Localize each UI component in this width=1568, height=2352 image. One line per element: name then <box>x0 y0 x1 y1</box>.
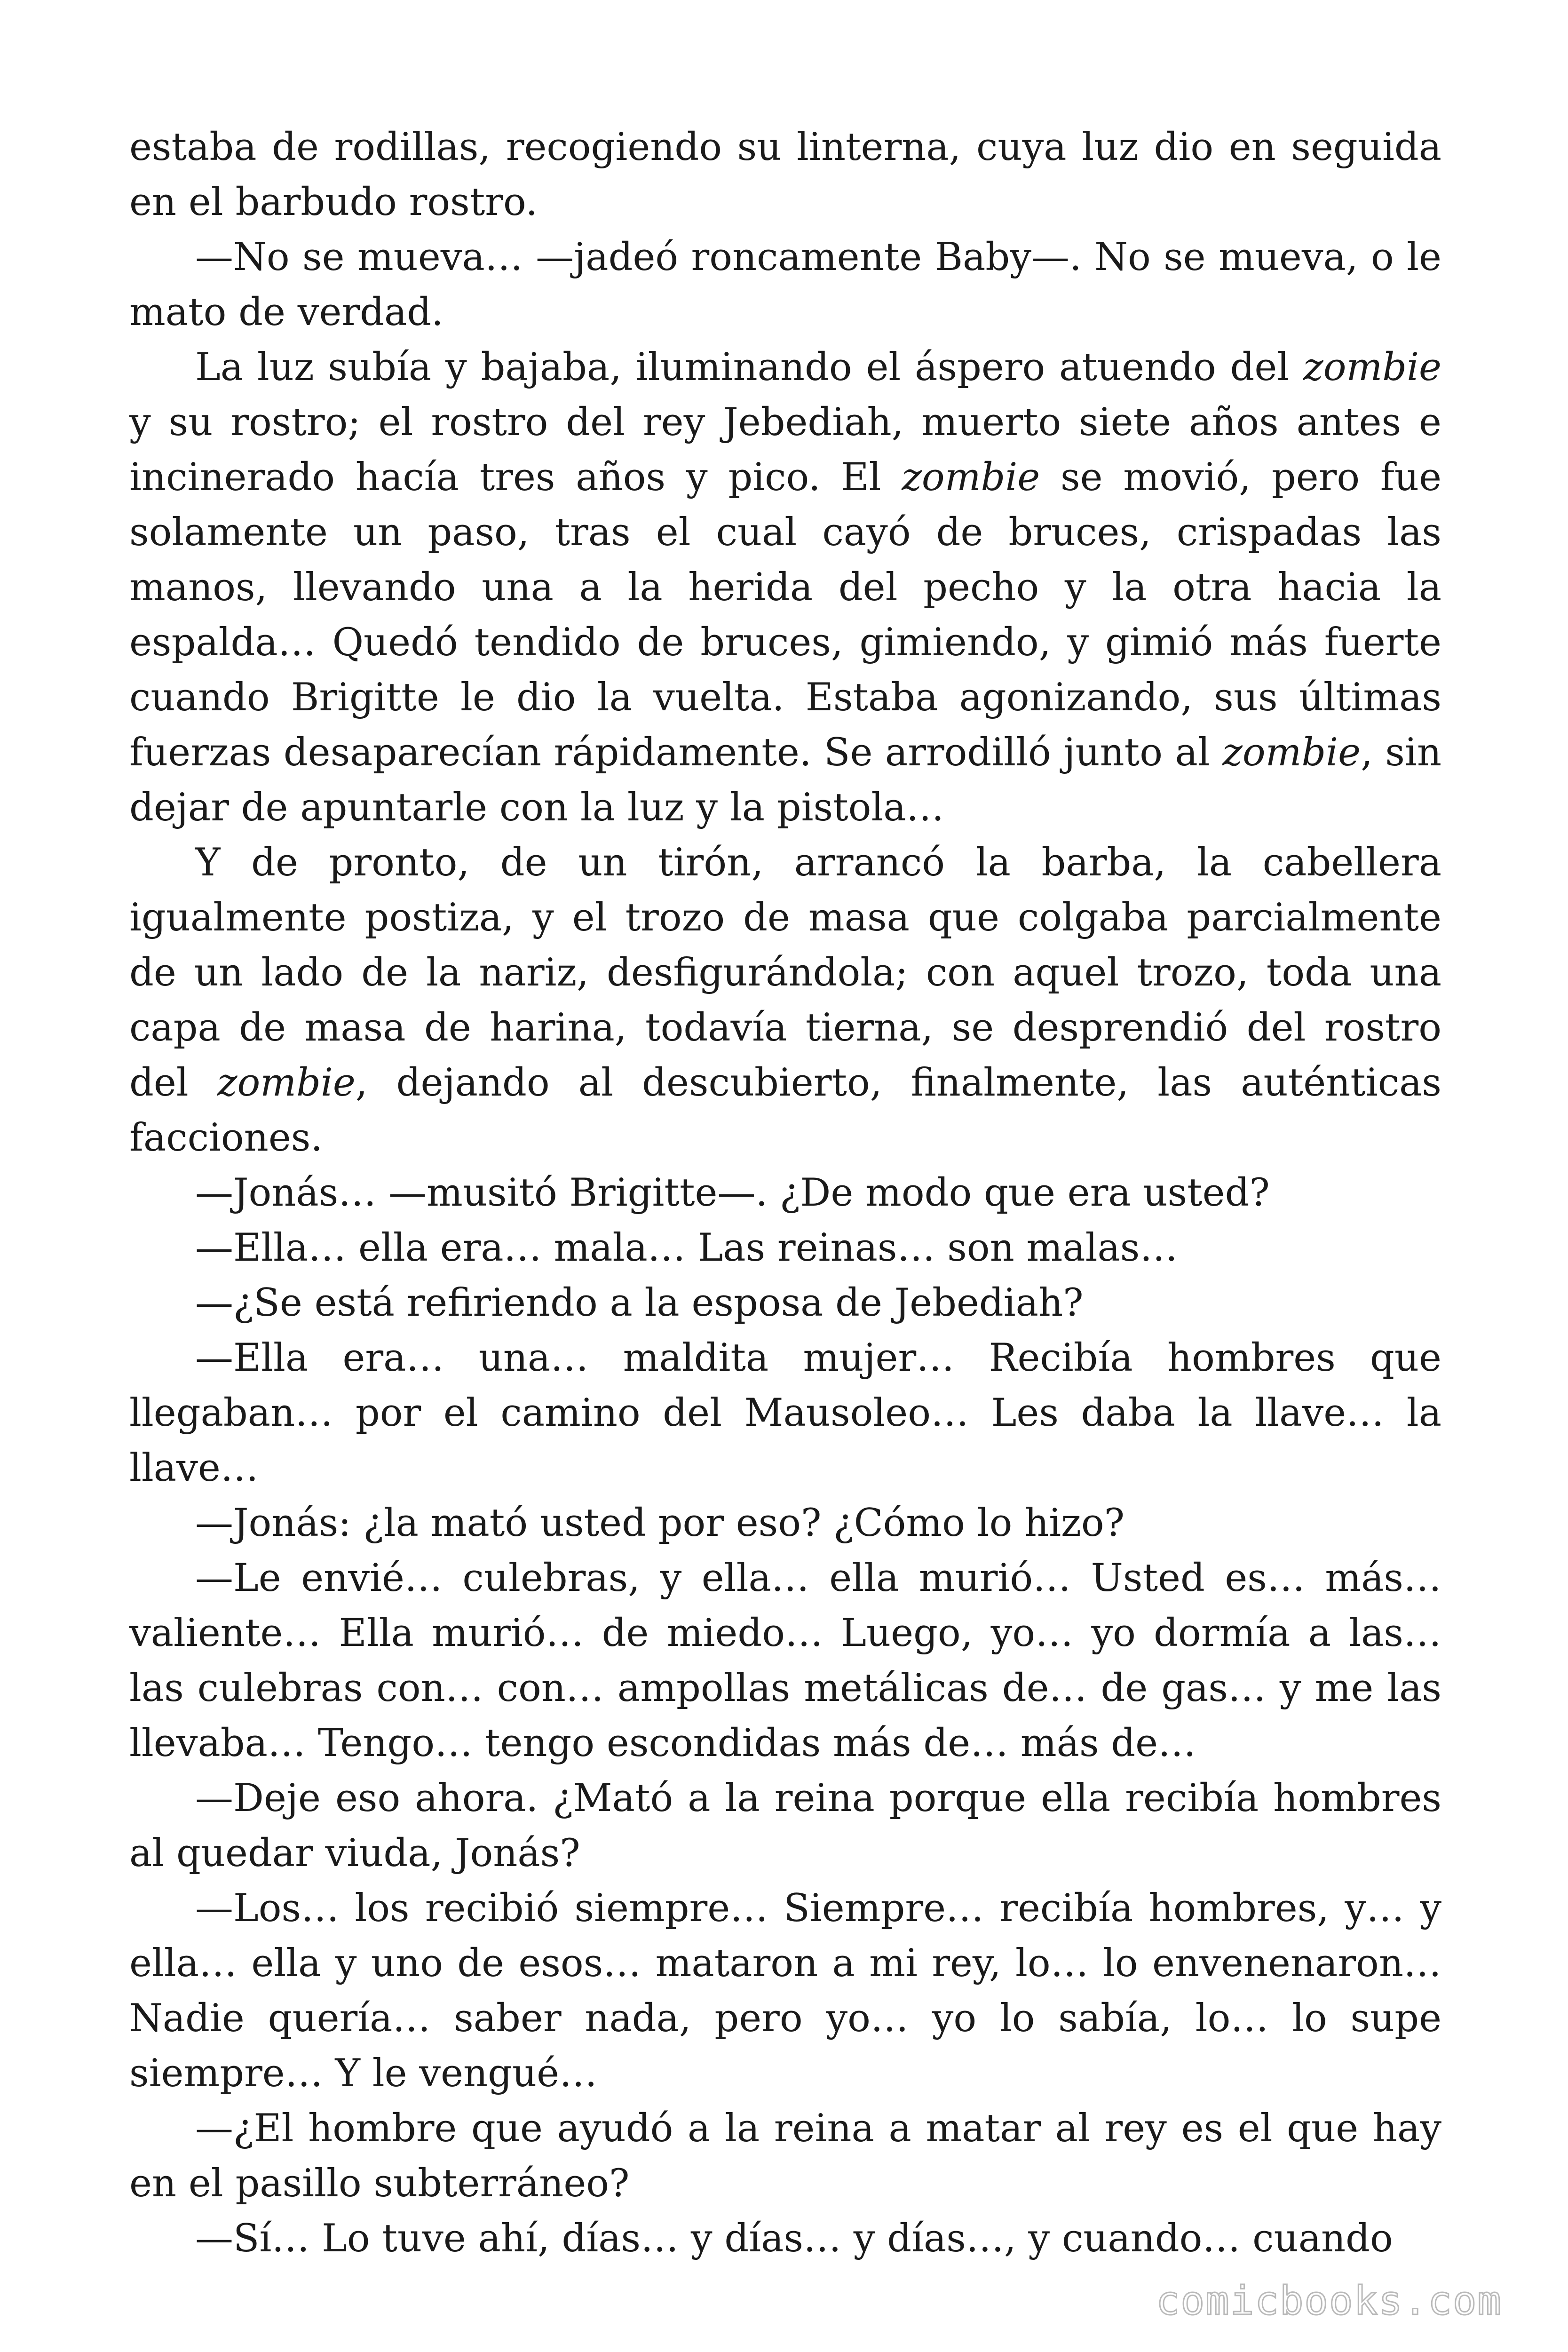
paragraph <box>129 1221 1441 1276</box>
italic-text: zombie <box>217 1061 356 1105</box>
page-body-text <box>129 120 1441 2266</box>
text-run: —¿Se está refiriendo a la esposa de Jebediah? <box>195 1281 1084 1325</box>
paragraph <box>129 120 1441 230</box>
text-run: estaba de rodillas, recogiendo su linterna, cuya luz dio en seguida en el barbudo rostro. <box>129 125 1441 224</box>
text-run: —Jonás… —musitó Brigitte—. ¿De modo que era usted? <box>195 1171 1270 1215</box>
text-run: —Los… los recibió siempre… Siempre… recibía hombres, y… y ella… ella y uno de esos… mataron a mi rey, lo… lo envenenaron… Nadie quería… saber nada, pero yo… yo lo sabía, lo… lo supe siempre… Y le vengué… <box>129 1886 1441 2096</box>
text-run: , sin dejar de apuntarle con la luz y la pistola… <box>129 731 1441 830</box>
text-run: —Le envié… culebras, y ella… ella murió… Usted es… más… valiente… Ella murió… de miedo… Luego, yo… yo dormía a las… las culebras con… con… ampollas metálicas de… de gas… y me las llevaba… Tengo… tengo escondidas más de… más de… <box>129 1556 1441 1765</box>
text-run: —Sí… Lo tuve ahí, días… y días… y días…, y cuando… cuando <box>195 2217 1393 2261</box>
text-run: —¿El hombre que ayudó a la reina a matar al rey es el que hay en el pasillo subterráneo? <box>129 2106 1441 2206</box>
watermark: comicbooks.com <box>1156 2278 1502 2324</box>
text-run: —Ella… ella era… mala… Las reinas… son malas… <box>195 1226 1178 1270</box>
text-run: , dejando al descubierto, finalmente, las auténticas facciones. <box>129 1061 1441 1160</box>
paragraph <box>129 230 1441 340</box>
text-run: Y de pronto, de un tirón, arrancó la barba, la cabellera igualmente postiza, y el trozo de masa que colgaba parcialmente de un lado de la nariz, desfigurándola; con aquel trozo, toda una capa de masa de harina, todavía tierna, se desprendió del rostro del <box>129 841 1441 1105</box>
text-run: —No se mueva… —jadeó roncamente Baby—. No se mueva, o le mato de verdad. <box>129 235 1441 334</box>
text-run: La luz subía y bajaba, iluminando el áspero atuendo del <box>195 345 1304 389</box>
italic-text: zombie <box>1303 345 1441 389</box>
paragraph <box>129 1771 1441 1881</box>
text-run: —Ella era… una… maldita mujer… Recibía hombres que llegaban… por el camino del Mausoleo… Les daba la llave… la llave… <box>129 1336 1441 1490</box>
paragraph <box>129 2101 1441 2211</box>
paragraph <box>129 1881 1441 2101</box>
paragraph <box>129 835 1441 1166</box>
text-run: se movió, pero fue solamente un paso, tras el cual cayó de bruces, crispadas las manos, llevando una a la herida del pecho y la otra hacia la espalda… Quedó tendido de bruces, gimiendo, y gimió más fuerte cuando Brigitte le dio la vuelta. Estaba agonizando, sus últimas fuerzas desaparecían rápidamente. Se arrodilló junto al <box>129 455 1441 775</box>
paragraph <box>129 1496 1441 1551</box>
text-run: —Jonás: ¿la mató usted por eso? ¿Cómo lo hizo? <box>195 1501 1125 1545</box>
paragraph <box>129 340 1441 835</box>
text-run: —Deje eso ahora. ¿Mató a la reina porque ella recibía hombres al quedar viuda, Jonás? <box>129 1776 1441 1875</box>
italic-text: zombie <box>1222 731 1361 775</box>
italic-text: zombie <box>902 455 1040 500</box>
paragraph <box>129 2211 1441 2266</box>
paragraph <box>129 1551 1441 1771</box>
paragraph <box>129 1166 1441 1221</box>
text-run: y su rostro; el rostro del rey Jebediah, muerto siete años antes e incinerado hacía tres años y pico. El <box>129 400 1441 500</box>
paragraph <box>129 1276 1441 1331</box>
paragraph <box>129 1331 1441 1496</box>
